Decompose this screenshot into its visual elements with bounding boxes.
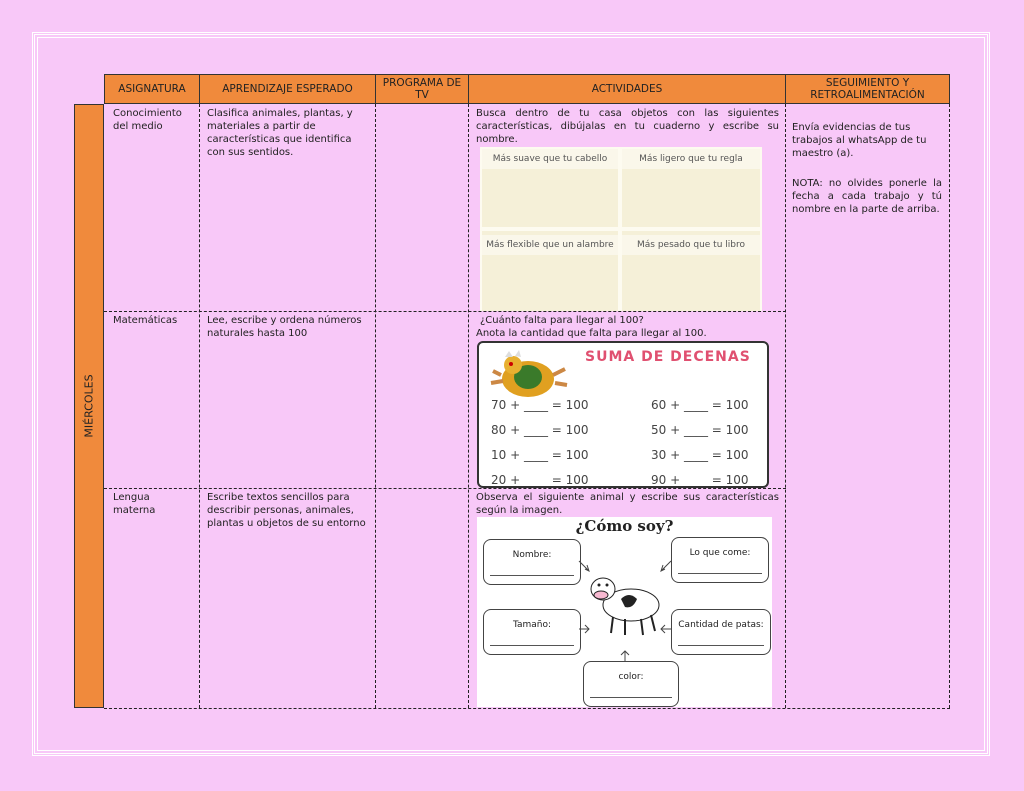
grid-line [375, 104, 376, 708]
box-label: Lo que come: [689, 548, 751, 558]
card [482, 149, 618, 227]
box-label: color: [618, 672, 644, 682]
subject-matematicas: Matemáticas [113, 315, 178, 326]
card [622, 149, 760, 227]
equation: 90 + ____ = 100 [651, 473, 749, 487]
card-label: Más flexible que un alambre [482, 235, 618, 255]
activity-matematicas-1: ¿Cuánto falta para llegar al 100? [480, 315, 644, 326]
day-label: MIÉRCOLES [82, 374, 96, 438]
subject-lengua: Lengua materna [113, 492, 156, 516]
sheet-title: SUMA DE DECENAS [585, 349, 751, 365]
activity-conocimiento: Busca dentro de tu casa objetos con las siguientes características, dibújalas en tu cuaderno y escribe su nombre. [476, 108, 779, 145]
equation: 60 + ____ = 100 [651, 398, 749, 412]
day-sidebar [74, 104, 104, 708]
equation: 80 + ____ = 100 [491, 423, 589, 437]
grid-line [104, 488, 786, 489]
grid-line [468, 104, 469, 708]
worksheet-characteristics [480, 147, 762, 311]
learning-matematicas: Lee, escribe y ordena números naturales hasta 100 [207, 315, 362, 339]
header-actividades: ACTIVIDADES [468, 74, 786, 104]
worksheet-suma-decenas [477, 341, 769, 488]
equation: 70 + ____ = 100 [491, 398, 589, 412]
card-label: Más ligero que tu regla [622, 149, 760, 169]
activity-matematicas-2: Anota la cantidad que falta para llegar al 100. [476, 328, 707, 339]
header-asignatura: ASIGNATURA [104, 74, 200, 104]
equation: 10 + ____ = 100 [491, 448, 589, 462]
character-image [483, 347, 573, 403]
box-label: Tamaño: [512, 620, 552, 630]
equation: 20 + ____ = 100 [491, 473, 589, 487]
subject-conocimiento: Conocimiento del medio [113, 108, 182, 132]
learning-conocimiento: Clasifica animales, plantas, y materiales a partir de características que identifica con sus sentidos. [207, 108, 353, 158]
header-programa: PROGRAMA DE TV [375, 74, 469, 104]
box-label: Nombre: [512, 550, 552, 560]
activity-lengua: Observa el siguiente animal y escribe sus características según la imagen. [476, 492, 779, 516]
learning-lengua: Escribe textos sencillos para describir personas, animales, plantas u objetos de su entorno [207, 492, 366, 529]
equation: 50 + ____ = 100 [651, 423, 749, 437]
grid-line [785, 104, 786, 708]
feedback-text-2: NOTA: no olvides ponerle la fecha a cada trabajo y tú nombre en la parte de arriba. [792, 178, 942, 215]
grid-line [104, 708, 950, 709]
arrows [477, 517, 772, 707]
sheet-title: ¿Cómo soy? [575, 517, 674, 535]
feedback-text-1: Envía evidencias de tus trabajos al whatsApp de tu maestro (a). [792, 122, 927, 159]
card-label: Más pesado que tu libro [622, 235, 760, 255]
card [482, 231, 618, 311]
grid-line [199, 104, 200, 708]
card-label: Más suave que tu cabello [482, 149, 618, 169]
equation: 30 + ____ = 100 [651, 448, 749, 462]
grid-line [104, 311, 786, 312]
card [622, 231, 760, 311]
grid-line [949, 104, 950, 708]
box-label: Cantidad de patas: [678, 620, 764, 630]
header-seguimiento: SEGUIMIENTO Y RETROALIMENTACIÓN [785, 74, 950, 104]
header-aprendizaje: APRENDIZAJE ESPERADO [199, 74, 376, 104]
worksheet-como-soy [477, 517, 772, 707]
